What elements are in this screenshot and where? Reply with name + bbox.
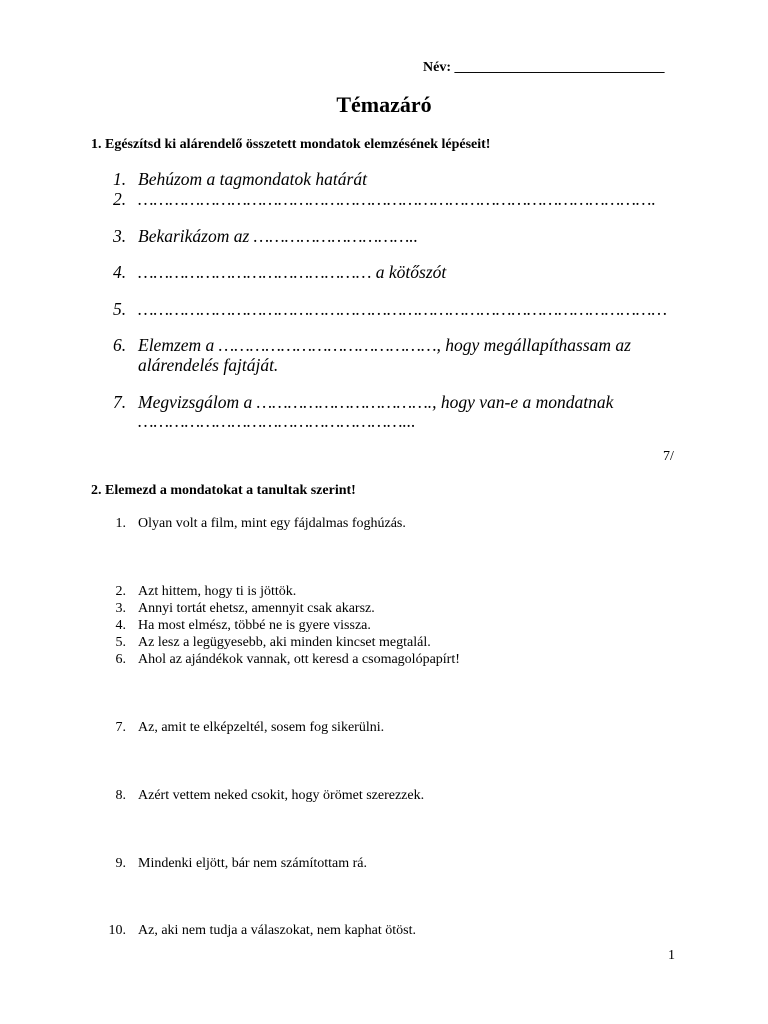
- s2-item-6-number: 6.: [115, 652, 126, 667]
- s1-item-6-number: 6.: [113, 335, 127, 355]
- s2-item-9-number: 9.: [115, 856, 126, 871]
- s2-item-5-text: Az lesz a legügyesebb, aki minden kincset megtalál.: [138, 635, 431, 650]
- s1-item-2-text: ……………………………………………………………………………………….: [138, 189, 656, 209]
- s2-item-4-text: Ha most elmész, többé ne is gyere vissza.: [138, 618, 371, 633]
- s1-item-3-text: Bekarikázom az …………………………..: [138, 226, 419, 246]
- s2-item-9-text: Mindenki eljött, bár nem számítottam rá.: [138, 856, 367, 871]
- s2-item-7-text: Az, amit te elképzeltél, sosem fog sikerülni.: [138, 720, 385, 735]
- s2-item-7-number: 7.: [115, 720, 126, 735]
- section-2-heading: 2. Elemezd a mondatokat a tanultak szerint!: [91, 483, 356, 498]
- page-number: 1: [668, 948, 675, 963]
- s1-item-1-text: Behúzom a tagmondatok határát: [138, 169, 367, 189]
- s2-item-2-number: 2.: [115, 584, 126, 599]
- s1-item-5-number: 5.: [113, 299, 127, 319]
- name-field-label: Név: ______________________________: [423, 60, 665, 75]
- s2-item-2-text: Azt hittem, hogy ti is jöttök.: [138, 584, 297, 599]
- s1-item-2-number: 2.: [113, 189, 127, 209]
- s1-item-7-number: 7.: [113, 392, 127, 412]
- s1-item-4-text: ……………………………………… a kötőszót: [138, 262, 447, 282]
- s2-item-1-text: Olyan volt a film, mint egy fájdalmas foghúzás.: [138, 516, 406, 531]
- s2-item-1-number: 1.: [115, 516, 126, 531]
- s2-item-10-number: 10.: [108, 923, 126, 938]
- page-title: Témazáró: [336, 92, 432, 117]
- s1-item-5-text: …………………………………………………………………………………………: [138, 299, 668, 319]
- s2-item-6-text: Ahol az ajándékok vannak, ott keresd a csomagolópapírt!: [138, 652, 460, 667]
- s2-item-10-text: Az, aki nem tudja a válaszokat, nem kaphat ötöst.: [138, 923, 416, 938]
- s2-item-4-number: 4.: [115, 618, 126, 633]
- s1-item-4-number: 4.: [113, 262, 127, 282]
- s1-item-6-text-cont: alárendelés fajtáját.: [138, 355, 279, 375]
- s1-item-7-text-cont: ……………………………………………...: [138, 411, 416, 431]
- s1-item-7-text: Megvizsgálom a ……………………………., hogy van-e a mondatnak: [138, 392, 614, 412]
- s2-item-8-number: 8.: [115, 788, 126, 803]
- s2-item-3-text: Annyi tortát ehetsz, amennyit csak akarsz.: [138, 601, 375, 616]
- s2-item-8-text: Azért vettem neked csokit, hogy örömet szerezzek.: [138, 788, 425, 803]
- s2-item-5-number: 5.: [115, 635, 126, 650]
- s1-item-6-text: Elemzem a ……………………………………, hogy megállapíthassam az: [138, 335, 631, 355]
- s1-item-3-number: 3.: [113, 226, 127, 246]
- s2-item-3-number: 3.: [115, 601, 126, 616]
- score-label: 7/: [663, 449, 674, 464]
- s1-item-1-number: 1.: [113, 169, 127, 189]
- section-1-heading: 1. Egészítsd ki alárendelő összetett mondatok elemzésének lépéseit!: [91, 137, 491, 152]
